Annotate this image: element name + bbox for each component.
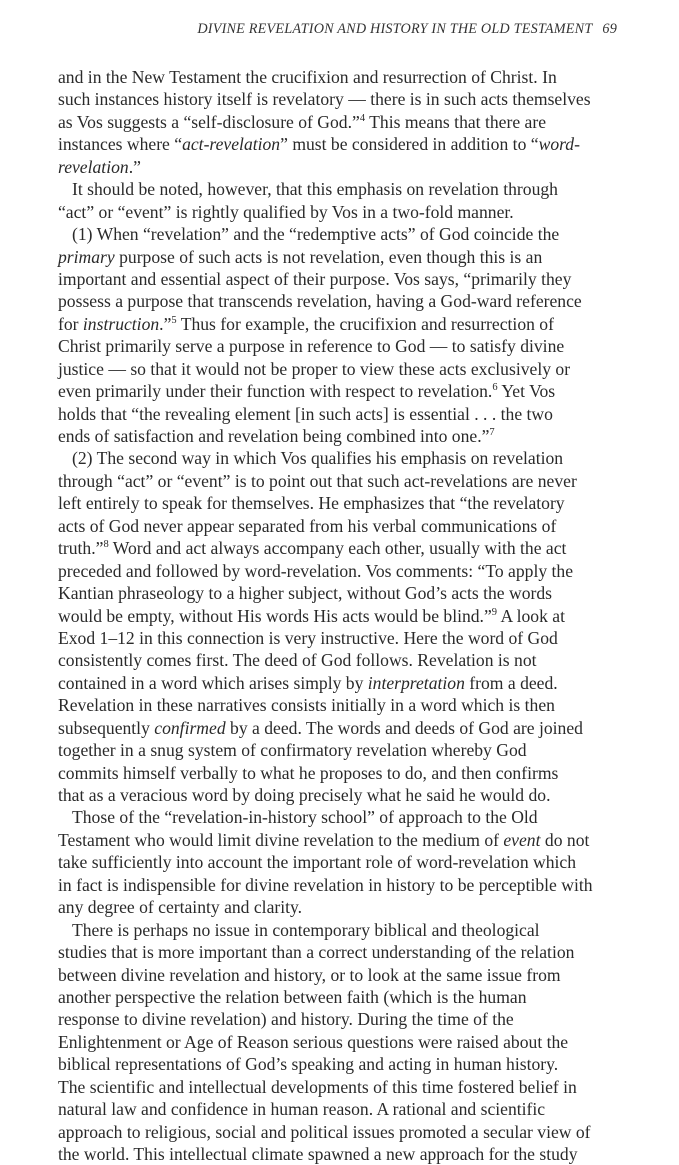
running-title: DIVINE REVELATION AND HISTORY IN THE OLD TESTAMENT [197, 21, 593, 37]
text-run: purpose of such acts is not revelation, even though this is an [114, 246, 543, 267]
text-run: natural law and confidence in human reason. A rational and scientific [58, 1099, 546, 1120]
page-number: 69 [602, 21, 617, 37]
italic-text: confirmed [154, 717, 226, 738]
text-run: .” [128, 156, 141, 177]
text-line [58, 290, 617, 312]
text-line [58, 470, 617, 492]
text-run: Revelation in these narratives consists initially in a word which is then [58, 695, 555, 716]
paragraph [58, 66, 617, 178]
text-line [58, 358, 617, 380]
text-line [58, 66, 617, 88]
text-run: Enlightenment or Age of Reason serious questions were raised about the [58, 1031, 569, 1052]
text-line [58, 784, 617, 806]
text-line [58, 1076, 617, 1098]
text-run: There is perhaps no issue in contemporary biblical and theological [72, 919, 540, 940]
text-run: Thus for example, the crucifixion and resurrection of [176, 313, 554, 334]
text-line [58, 941, 617, 963]
text-run: The scientific and intellectual developments of this time fostered belief in [58, 1076, 577, 1097]
italic-text: event [503, 829, 541, 850]
text-run: in fact is indispensible for divine revelation in history to be perceptible with [58, 874, 593, 895]
text-run: biblical representations of God’s speaking and acting in human history. [58, 1054, 559, 1075]
text-run: preceded and followed by word-revelation. Vos comments: “To apply the [58, 560, 574, 581]
text-run: This means that there are [365, 111, 546, 132]
text-line [58, 806, 617, 828]
text-run: acts of God never appear separated from his verbal communications of [58, 515, 557, 536]
text-line [58, 919, 617, 941]
text-run: “act” or “event” is rightly qualified by Vos in a two-fold manner. [58, 201, 514, 222]
text-run: (1) When “revelation” and the “redemptive acts” of God coincide the [72, 224, 560, 245]
text-run: for [58, 313, 83, 334]
text-line [58, 762, 617, 784]
paragraph [58, 806, 617, 918]
text-line [58, 111, 617, 133]
italic-text: revelation [58, 156, 129, 177]
text-run: possess a purpose that transcends revelation, having a God-ward reference [58, 291, 582, 312]
text-run: Christ primarily serve a purpose in reference to God — to satisfy divine [58, 336, 565, 357]
text-line [58, 717, 617, 739]
text-line [58, 605, 617, 627]
text-run: through “act” or “event” is to point out that such act-revelations are never [58, 470, 577, 491]
text-line [58, 672, 617, 694]
italic-text: word- [538, 134, 580, 155]
text-run: commits himself verbally to what he proposes to do, and then confirms [58, 762, 559, 783]
italic-text: interpretation [367, 672, 465, 693]
text-line [58, 1121, 617, 1143]
paragraph [58, 223, 617, 447]
text-line [58, 447, 617, 469]
text-run: by a deed. The words and deeds of God are joined [225, 717, 583, 738]
text-line [58, 1053, 617, 1075]
text-run: from a deed. [464, 672, 558, 693]
text-run: that as a veracious word by doing precisely what he said he would do. [58, 785, 551, 805]
text-run: (2) The second way in which Vos qualifies his emphasis on revelation [72, 448, 564, 469]
footnote-ref: 7 [489, 427, 495, 438]
text-line [58, 515, 617, 537]
text-run: A look at [497, 605, 565, 626]
text-run: Kantian phraseology to a higher subject, without God’s acts the words [58, 583, 552, 604]
text-run: response to divine revelation) and history. During the time of the [58, 1009, 514, 1030]
text-run: together in a snug system of confirmatory revelation whereby God [58, 740, 527, 761]
text-run: It should be noted, however, that this emphasis on revelation through [72, 179, 558, 200]
text-run: between divine revelation and history, or to look at the same issue from [58, 964, 561, 985]
text-line [58, 133, 617, 155]
text-line [58, 986, 617, 1008]
text-run: the world. This intellectual climate spawned a new approach for the study [58, 1144, 578, 1164]
text-line [58, 874, 617, 896]
text-run: take sufficiently into account the important role of word-revelation which [58, 852, 577, 873]
text-line [58, 649, 617, 671]
text-run: ends of satisfaction and revelation being combined into one.” [58, 426, 490, 446]
text-line [58, 829, 617, 851]
text-line [58, 964, 617, 986]
text-run: Exod 1–12 in this connection is very instructive. Here the word of God [58, 627, 558, 648]
text-run: do not [540, 829, 590, 850]
paragraph [58, 178, 617, 223]
text-line [58, 178, 617, 200]
text-line [58, 223, 617, 245]
text-run: as Vos suggests a “self-disclosure of God.” [58, 111, 360, 132]
text-run: justice — so that it would not be proper to view these acts exclusively or [58, 358, 571, 379]
italic-text: primary [58, 246, 115, 267]
text-run: important and essential aspect of their purpose. Vos says, “primarily they [58, 268, 572, 289]
footnote-ref: 5 [171, 314, 177, 326]
text-run: and in the New Testament the crucifixion and resurrection of Christ. In [58, 67, 557, 87]
text-run: instances where “ [58, 134, 183, 155]
text-run: Yet Vos [497, 381, 556, 402]
text-run: consistently comes first. The deed of God follows. Revelation is not [58, 650, 537, 671]
italic-text: act-revelation [182, 134, 281, 155]
text-line [58, 1143, 617, 1165]
text-run: left entirely to speak for themselves. He emphasizes that “the revelatory [58, 493, 565, 514]
text-run: Testament who would limit divine revelation to the medium of [58, 829, 504, 850]
text-line [58, 201, 617, 223]
text-line [58, 313, 617, 335]
text-run: contained in a word which arises simply by [58, 672, 368, 693]
text-run: Those of the “revelation-in-history school” of approach to the Old [72, 807, 538, 828]
text-line [58, 582, 617, 604]
text-line [58, 560, 617, 582]
footnote-ref: 9 [491, 606, 498, 618]
body-text [58, 66, 617, 1165]
text-line [58, 425, 617, 447]
text-line [58, 403, 617, 425]
text-line [58, 156, 617, 178]
text-line [58, 268, 617, 290]
text-run: would be empty, without His words His acts would be blind.” [58, 605, 492, 626]
text-line [58, 694, 617, 716]
text-line [58, 627, 617, 649]
footnote-ref: 8 [103, 539, 109, 551]
text-line [58, 88, 617, 110]
text-line [58, 1098, 617, 1120]
text-run: truth.” [58, 538, 104, 559]
text-run: ” must be considered in addition to “ [280, 134, 539, 155]
italic-text: instruction [82, 313, 160, 334]
text-run: such instances history itself is revelatory — there is in such acts themselves [58, 89, 591, 110]
text-run: approach to religious, social and political issues promoted a secular view of [58, 1121, 591, 1142]
footnote-ref: 6 [492, 382, 498, 394]
text-line [58, 851, 617, 873]
text-run: any degree of certainty and clarity. [58, 897, 303, 918]
text-run: Word and act always accompany each other, usually with the act [108, 538, 567, 559]
footnote-ref: 4 [359, 112, 366, 124]
text-run: another perspective the relation between faith (which is the human [58, 986, 527, 1007]
paragraph [58, 447, 617, 806]
text-run: subsequently [58, 717, 155, 738]
text-run: even primarily under their function with respect to revelation. [58, 381, 493, 402]
text-run: .” [159, 313, 172, 334]
text-line [58, 1008, 617, 1030]
text-line [58, 492, 617, 514]
paragraph [58, 919, 617, 1165]
text-line [58, 896, 617, 918]
text-run: studies that is more important than a correct understanding of the relation [58, 942, 575, 963]
text-line [58, 246, 617, 268]
text-line [58, 537, 617, 559]
text-line [58, 380, 617, 402]
running-header [58, 21, 617, 38]
text-line [58, 335, 617, 357]
text-run: holds that “the revealing element [in such acts] is essential . . . the two [58, 403, 553, 424]
text-line [58, 739, 617, 761]
